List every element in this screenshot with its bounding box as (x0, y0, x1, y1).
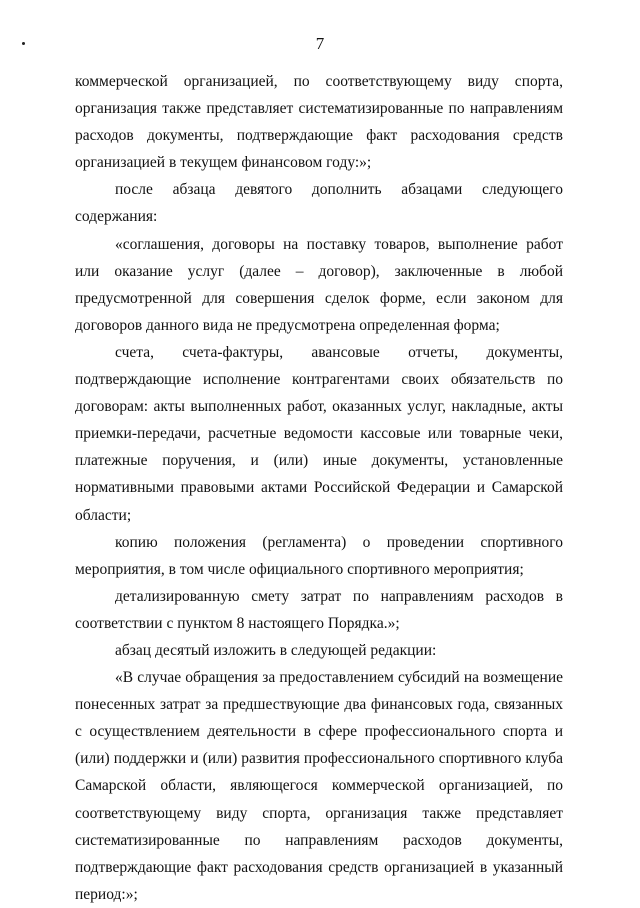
page-number: 7 (315, 34, 325, 53)
paragraph-cost-estimate: детализированную смету затрат по направлениям расходов в соответствии с пунктом 8 настоящего Порядка.»; (75, 587, 563, 632)
paragraph-invoices: счета, счета-фактуры, авансовые отчеты, документы, подтверждающие исполнение контрагентами своих обязательств по договорам: акты выполненных работ, оказанных услуг, накладные, акты приемки-передачи, расчетные ведомости кассовые или товарные чеки, платежные поручения, и (или) иные документы, установленные нормативными правовыми актами Российской Федерации и Самарской области; (75, 343, 563, 524)
paragraph-instruction-replace: абзац десятый изложить в следующей редакции: (115, 641, 437, 659)
paragraph-regulation-copy: копию положения (регламента) о проведении спортивного мероприятия, в том числе официального спортивного мероприятия; (75, 533, 563, 578)
paragraph-instruction-add: после абзаца девятого дополнить абзацами следующего содержания: (75, 181, 563, 226)
document-body (75, 68, 563, 908)
paragraph-reimbursement: «В случае обращения за предоставлением субсидий на возмещение понесенных затрат за предшествующие два финансовых года, связанных с осуществлением деятельности в сфере профессионального спорта и (или) поддержки и (или) развития профессионального спортивного клуба Самарской области, являющегося коммерческой организацией, по соответствующему виду спорта, организация также представляет систематизированные по направлениям расходов документы, подтверждающие факт расходования средств организацией в указанный период:»; (75, 669, 563, 903)
paragraph-continuation: коммерческой организацией, по соответствующему виду спорта, организация также представляет систематизированные по направлениям расходов документы, подтверждающие факт расходования средств организацией в текущем финансовом году:»; (75, 73, 563, 172)
paragraph-agreements: «соглашения, договоры на поставку товаров, выполнение работ или оказание услуг (далее – договор), заключенные в любой предусмотренной для совершения сделок форме, если законом для договоров данного вида не предусмотрена определенная форма; (75, 235, 563, 334)
